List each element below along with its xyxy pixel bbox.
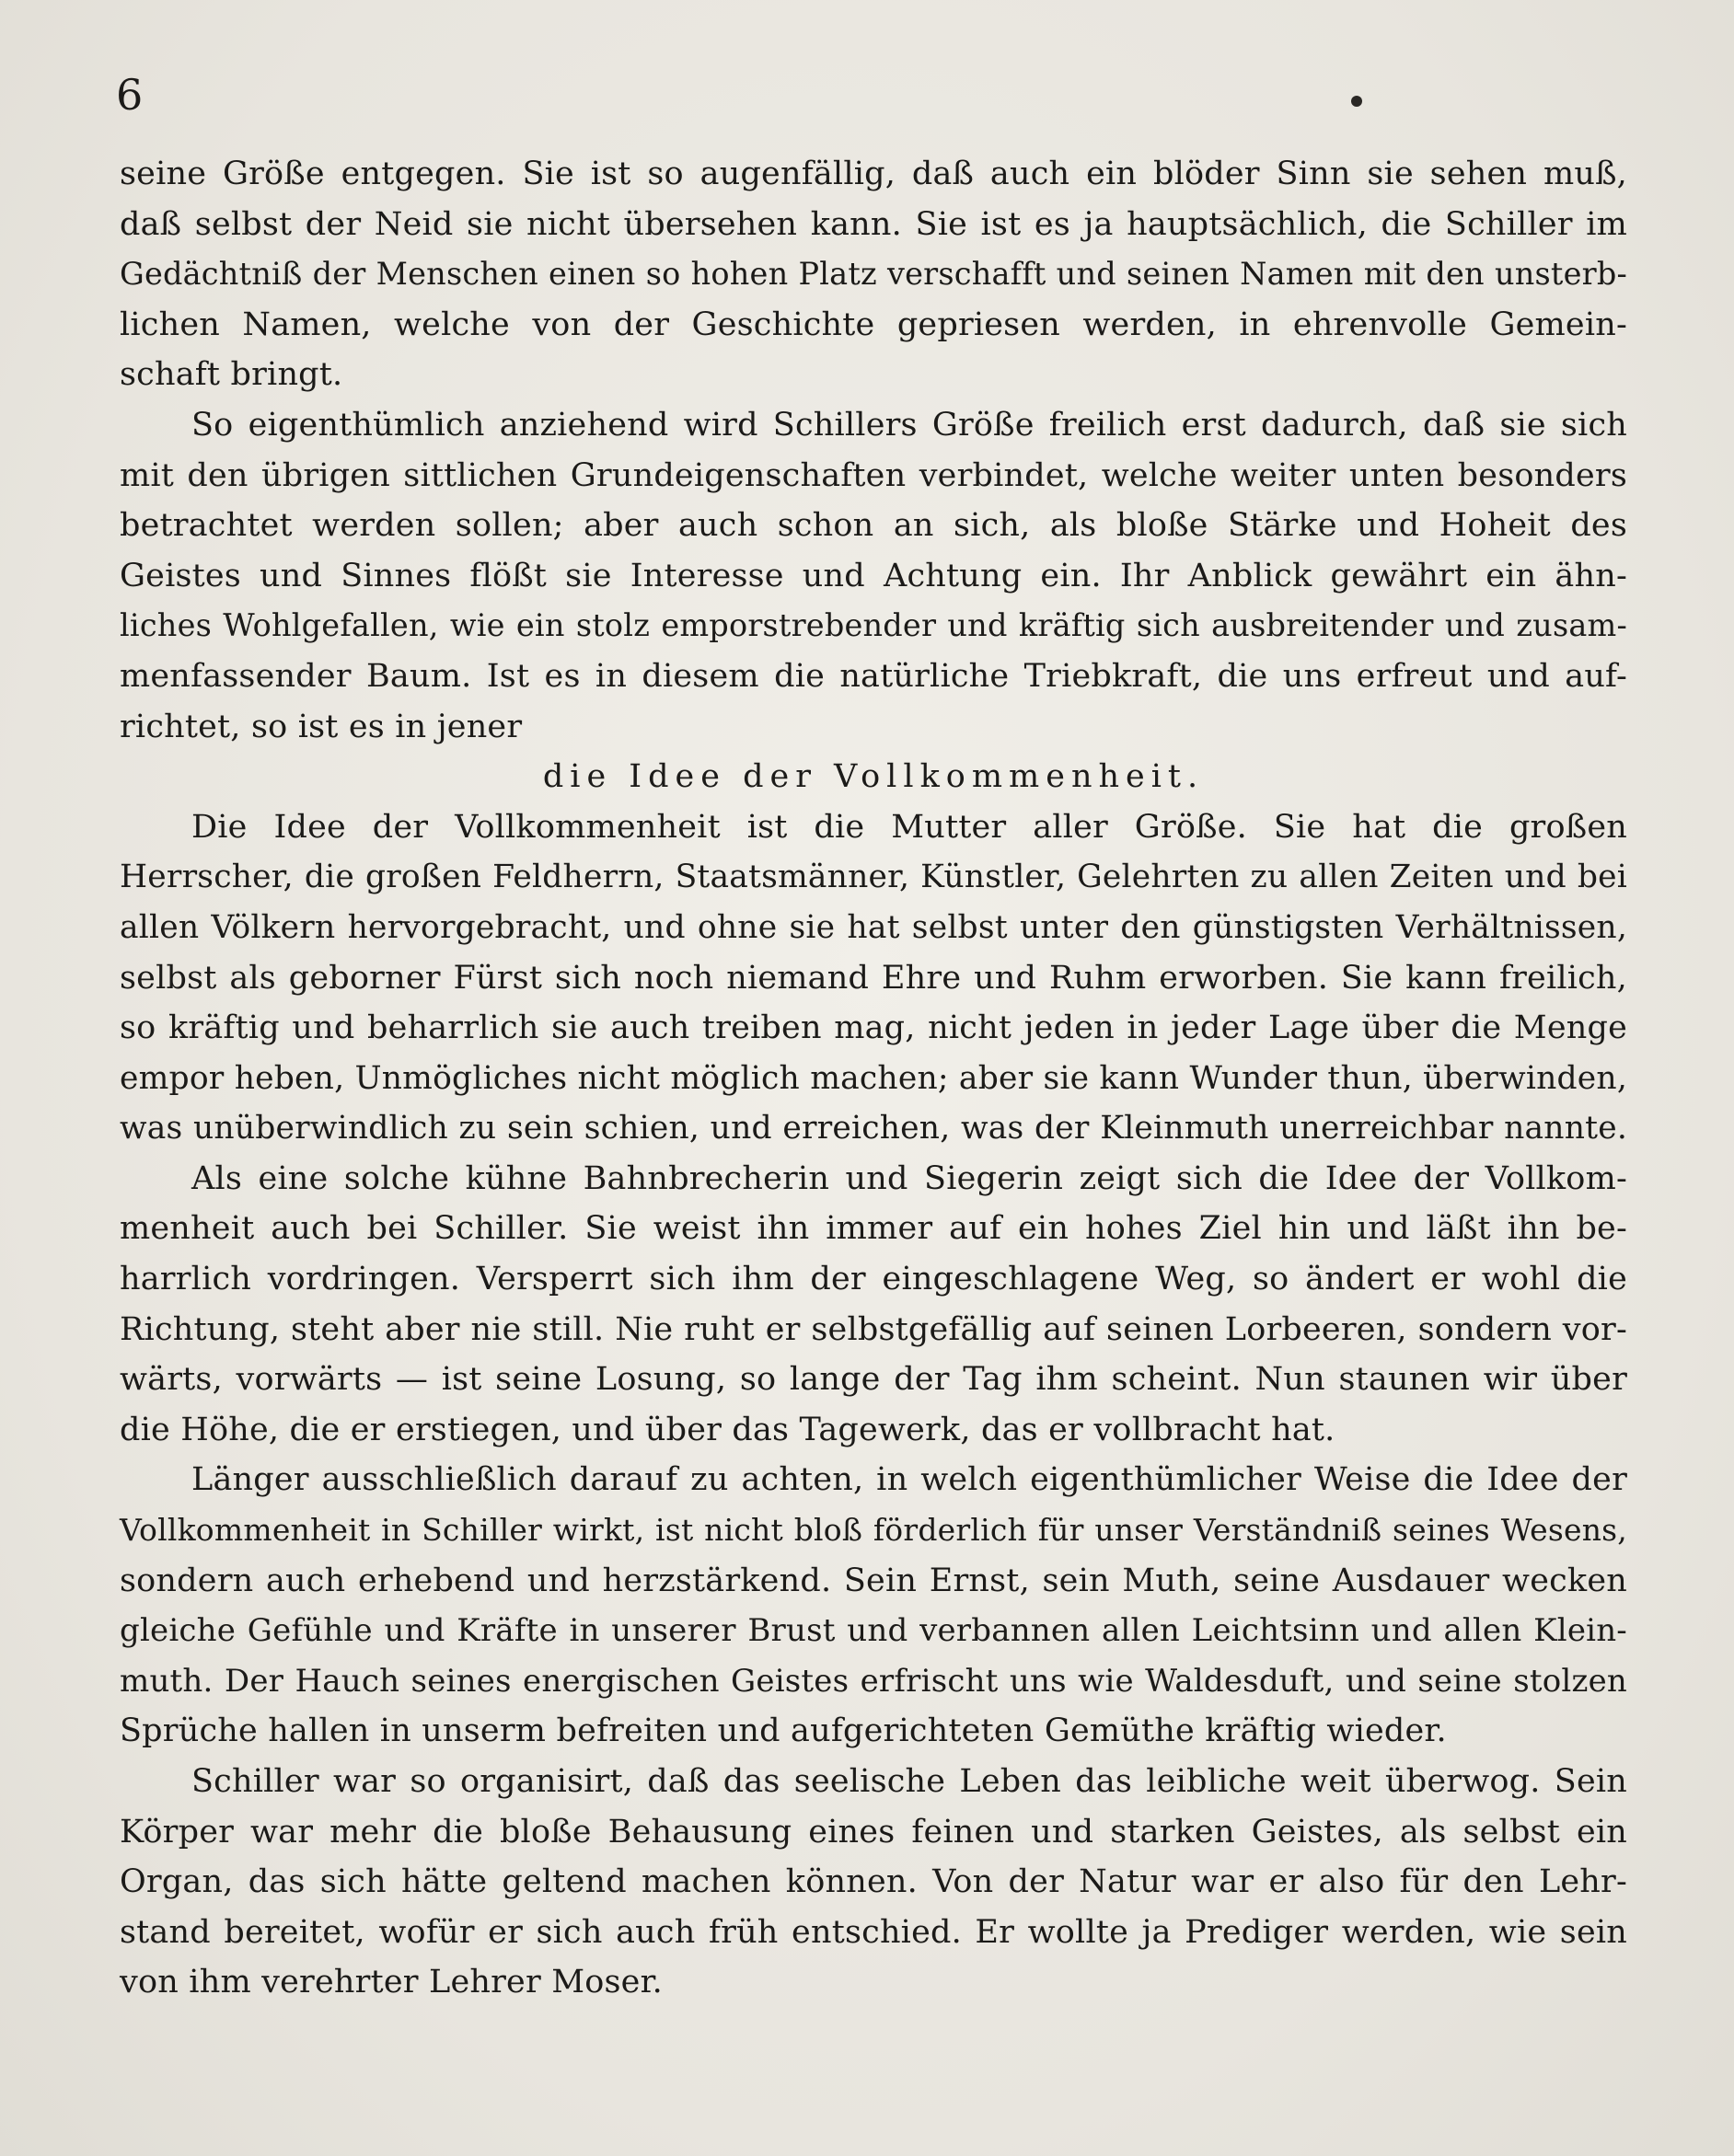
text-line: Länger ausschließlich darauf zu achten, in welch eigenthümlicher Weise die Idee der (191, 1461, 1627, 1499)
text-line: empor heben, Unmögliches nicht möglich machen; aber sie kann Wunder thun, überwinden, (120, 1059, 1627, 1097)
text-line: schaft bringt. (120, 356, 343, 394)
text-line: menheit auch bei Schiller. Sie weist ihn immer auf ein hohes Ziel hin und läßt ihn be- (120, 1210, 1627, 1248)
text-line: so kräftig und beharrlich sie auch treiben mag, nicht jeden in jeder Lage über die Menge (120, 1009, 1627, 1047)
text-line: menfassender Baum. Ist es in diesem die natürliche Triebkraft, die uns erfreut und auf- (120, 657, 1627, 695)
text-line: Körper war mehr die bloße Behausung eines feinen und starken Geistes, als selbst ein (120, 1813, 1627, 1850)
text-line: seine Größe entgegen. Sie ist so augenfällig, daß auch ein blöder Sinn sie sehen muß, (120, 156, 1627, 192)
text-line: was unüberwindlich zu sein schien, und erreichen, was der Kleinmuth unerreichbar nannte. (120, 1110, 1627, 1147)
body-text (120, 149, 1627, 2008)
text-line: allen Völkern hervorgebracht, und ohne sie hat selbst unter den günstigsten Verhältnissen, (120, 908, 1627, 946)
text-line: Herrscher, die großen Feldherrn, Staatsmänner, Künstler, Gelehrten zu allen Zeiten und bei (120, 859, 1627, 896)
text-line: daß selbst der Neid sie nicht übersehen kann. Sie ist es ja hauptsächlich, die Schiller im (120, 205, 1627, 243)
text-line: liches Wohlgefallen, wie ein stolz emporstrebender und kräftig sich ausbreitender und zusam- (120, 607, 1627, 644)
page-number: 6 (116, 70, 144, 120)
text-line: lichen Namen, welche von der Geschichte gepriesen werden, in ehrenvolle Gemein- (120, 306, 1627, 343)
text-line: betrachtet werden sollen; aber auch schon an sich, als bloße Stärke und Hoheit des (120, 507, 1627, 545)
text-line: Geistes und Sinnes flößt sie Interesse und Achtung ein. Ihr Anblick gewährt ein ähn- (120, 557, 1627, 594)
text-line: mit den übrigen sittlichen Grundeigenschaften verbindet, welche weiter unten besonders (120, 456, 1627, 494)
text-line: die Höhe, die er erstiegen, und über das Tagewerk, das er vollbracht hat. (120, 1411, 1335, 1448)
text-line: Organ, das sich hätte geltend machen können. Von der Natur war er also für den Lehr- (120, 1863, 1627, 1901)
text-line: gleiche Gefühle und Kräfte in unserer Brust und verbannen allen Leichtsinn und allen Klein- (120, 1612, 1627, 1650)
text-line: Die Idee der Vollkommenheit ist die Mutter aller Größe. Sie hat die großen (191, 808, 1627, 846)
text-line: von ihm verehrter Lehrer Moser. (120, 1964, 663, 2001)
text-line: sondern auch erhebend und herzstärkend. Sein Ernst, sein Muth, seine Ausdauer wecken (120, 1562, 1627, 1599)
text-line: wärts, vorwärts — ist seine Losung, so lange der Tag ihm scheint. Nun staunen wir über (120, 1361, 1627, 1399)
text-line: Richtung, steht aber nie still. Nie ruht er selbstgefällig auf seinen Lorbeeren, sondern vor- (120, 1310, 1627, 1348)
text-line: richtet, so ist es in jener (120, 708, 523, 745)
ink-dot-mark (1351, 96, 1362, 107)
text-line: Als eine solche kühne Bahnbrecherin und Siegerin zeigt sich die Idee der Vollkom- (191, 1159, 1627, 1197)
text-line: So eigenthümlich anziehend wird Schillers Größe freilich erst dadurch, daß sie sich (191, 406, 1627, 444)
text-line: Sprüche hallen in unserm befreiten und aufgerichteten Gemüthe kräftig wieder. (120, 1712, 1447, 1750)
text-line: Vollkommenheit in Schiller wirkt, ist nicht bloß förderlich für unser Verständniß seines Wesens, (120, 1512, 1627, 1549)
text-line: selbst als geborner Fürst sich noch niemand Ehre und Ruhm erworben. Sie kann freilich, (120, 959, 1627, 997)
text-line: Schiller war so organisirt, daß das seelische Leben das leibliche weit überwog. Sein (191, 1763, 1627, 1800)
text-line: Gedächtniß der Menschen einen so hohen Platz verschafft und seinen Namen mit den unsterb- (120, 256, 1627, 293)
text-line: muth. Der Hauch seines energischen Geistes erfrischt uns wie Waldesduft, und seine stolzen (120, 1662, 1627, 1700)
text-line: harrlich vordringen. Versperrt sich ihm der eingeschlagene Weg, so ändert er wohl die (120, 1261, 1627, 1298)
section-heading: die Idee der Vollkommenheit. (542, 758, 1205, 796)
text-line: stand bereitet, wofür er sich auch früh entschied. Er wollte ja Prediger werden, wie sein (120, 1913, 1627, 1951)
